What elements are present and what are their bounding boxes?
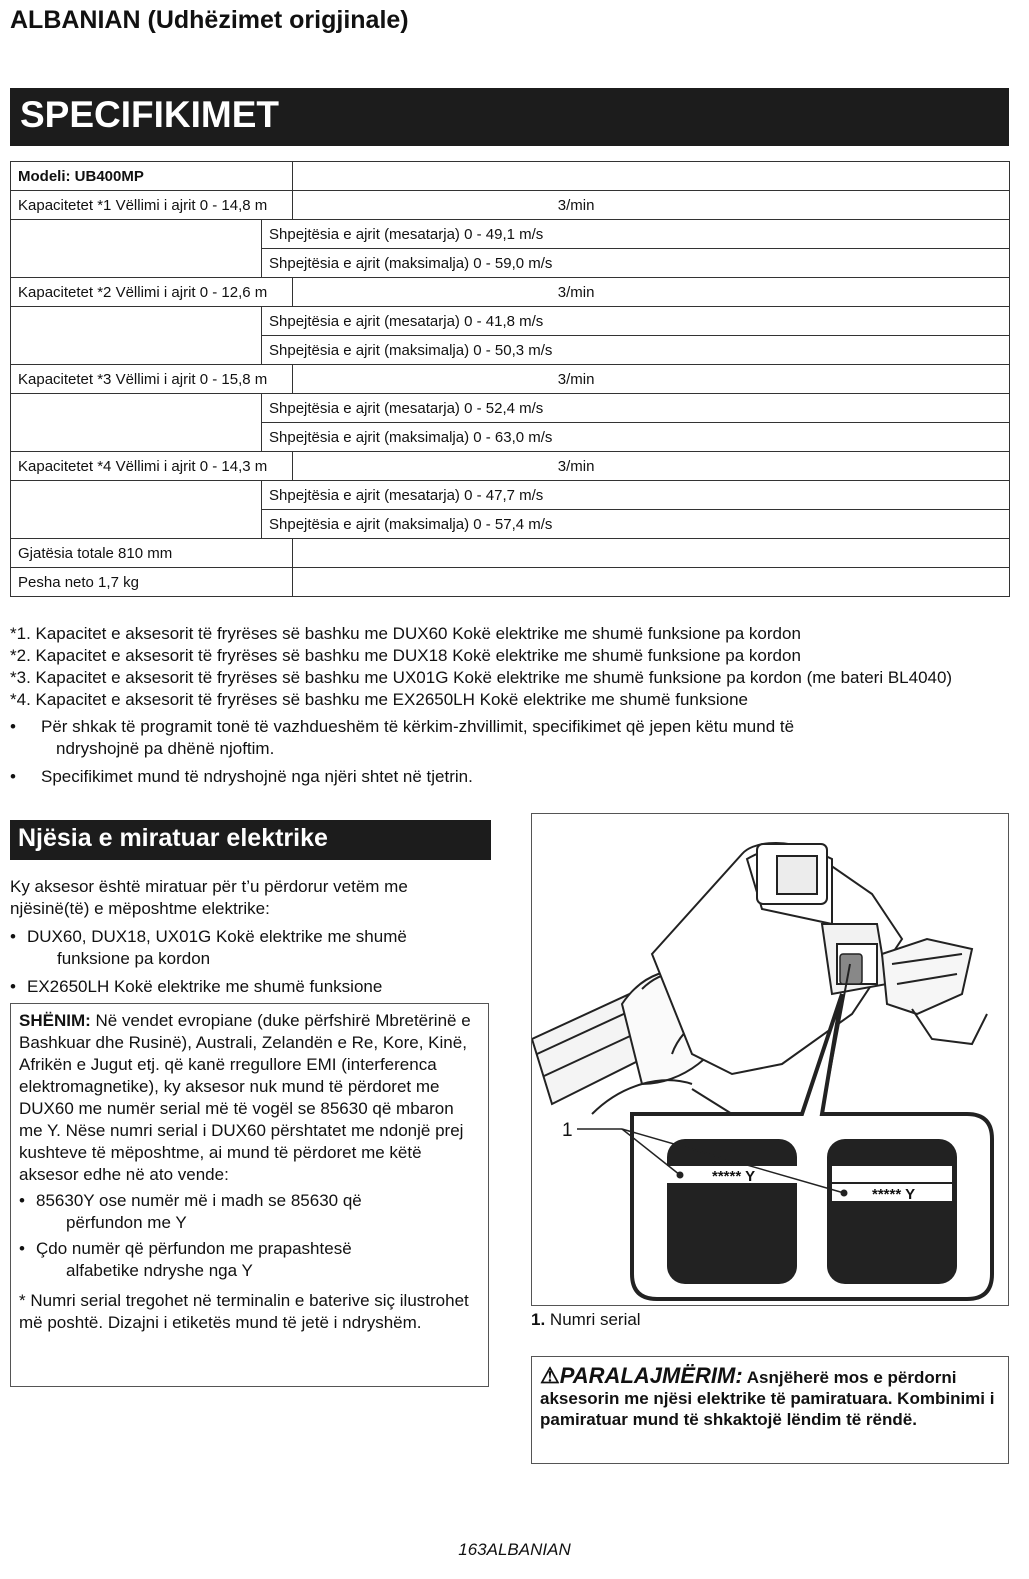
warning-box xyxy=(531,1356,1009,1464)
page-footer: 163ALBANIAN xyxy=(458,1540,571,1559)
table-cell xyxy=(11,336,262,365)
footnote: *4. Kapacitet e aksesorit të fryrëses së bashku me EX2650LH Kokë elektrike me shumë funksione xyxy=(10,690,748,709)
figure-caption xyxy=(531,1310,641,1330)
bullet-text: Për shkak të programit tonë të vazhdueshëm të kërkim-zhvillimit, specifikimet që jepen këtu mund të xyxy=(41,717,795,736)
table-cell xyxy=(11,307,262,336)
table-row xyxy=(11,278,1010,307)
table-row xyxy=(11,336,1010,365)
bullet-symbol: • xyxy=(10,977,16,996)
table-row xyxy=(11,510,1010,539)
table-row xyxy=(11,365,1010,394)
bullet-symbol: • xyxy=(10,927,16,946)
list-item xyxy=(10,766,1015,788)
table-cell: Pesha neto 1,7 kg xyxy=(11,568,293,597)
table-cell xyxy=(292,539,1009,568)
footnote: *1. Kapacitet e aksesorit të fryrëses së bashku me DUX60 Kokë elektrike me shumë funksione pa kordon xyxy=(10,624,801,643)
table-cell: Shpejtësia e ajrit (maksimalja) 0 - 57,4 m/s xyxy=(262,510,1010,539)
bullet-symbol: • xyxy=(19,1239,25,1258)
table-cell: Shpejtësia e ajrit (mesatarja) 0 - 52,4 m/s xyxy=(262,394,1010,423)
item-text: DUX60, DUX18, UX01G Kokë elektrike me shumë xyxy=(27,927,407,946)
list-item xyxy=(10,716,1015,760)
table-cell xyxy=(11,481,262,510)
table-row xyxy=(11,452,1010,481)
footnote: *3. Kapacitet e aksesorit të fryrëses së bashku me UX01G Kokë elektrike me shumë funksione pa kordon (me bateri BL4040) xyxy=(10,668,953,687)
list-item xyxy=(19,1238,480,1282)
list-item xyxy=(10,976,490,998)
warning-title: PARALAJMËRIM: xyxy=(559,1363,743,1388)
table-row xyxy=(11,162,1010,191)
table-cell: Kapacitetet *1 Vëllimi i ajrit 0 - 14,8 m xyxy=(11,191,293,220)
table-cell xyxy=(11,423,262,452)
table-cell: Shpejtësia e ajrit (mesatarja) 0 - 41,8 m/s xyxy=(262,307,1010,336)
table-row xyxy=(11,307,1010,336)
model-cell: Modeli: UB400MP xyxy=(11,162,293,191)
item-text-cont: funksione pa kordon xyxy=(57,949,211,968)
table-row xyxy=(11,220,1010,249)
serial-label-right: ***** Y xyxy=(872,1186,916,1203)
warning-icon: ⚠ xyxy=(540,1363,560,1388)
table-cell: Shpejtësia e ajrit (maksimalja) 0 - 63,0 m/s xyxy=(262,423,1010,452)
table-cell-unit: 3/min xyxy=(292,452,1009,481)
bullet-text-cont: ndryshojnë pa dhënë njoftim. xyxy=(56,739,275,758)
note-label: SHËNIM: xyxy=(19,1011,91,1030)
table-row xyxy=(11,481,1010,510)
list-item xyxy=(10,926,490,970)
table-cell xyxy=(11,510,262,539)
spec-table xyxy=(10,161,1010,597)
note-text: Në vendet evropiane (duke përfshirë Mbretërinë e Bashkuar dhe Rusinë), Australi, Zelandën e Re, Kore, Kinë, Afrikën e Jugut etj. që kanë rregullore EMI (interferenca elektromagnetike), ky aksesor nuk mund të përdoret me DUX60 me numër serial më të vogël se 85630 që mbaron me Y. Nëse numri serial i DUX60 përshtatet me ndonjë prej kushteve të mëposhtme, ai mund të përdoret me këtë aksesor edhe në ato vende: xyxy=(19,1011,471,1184)
table-cell xyxy=(11,220,262,249)
bullet-symbol: • xyxy=(10,717,16,736)
note-paragraph xyxy=(19,1010,480,1186)
tool-illustration xyxy=(532,814,1007,1304)
table-cell xyxy=(11,249,262,278)
spec-heading: SPECIFIKIMET xyxy=(20,94,280,135)
bullet-text: Specifikimet mund të ndryshojnë nga njëri shtet në tjetrin. xyxy=(41,767,473,786)
note-footer: * Numri serial tregohet në terminalin e baterive siç ilustrohet më poshtë. Dizajni i etiketës mund të jetë i ndryshëm. xyxy=(19,1291,469,1332)
warning-text: Asnjëherë mos e përdorni aksesorin me njësi elektrike të pamiratuara. Kombinimi i pamiratuar mund të shkaktojë lëndim të rëndë. xyxy=(540,1368,995,1429)
bullet-symbol: • xyxy=(10,767,16,786)
item-text: Çdo numër që përfundon me prapashtesë xyxy=(36,1239,352,1258)
table-cell: Shpejtësia e ajrit (mesatarja) 0 - 47,7 m/s xyxy=(262,481,1010,510)
table-cell-unit: 3/min xyxy=(292,191,1009,220)
table-row xyxy=(11,191,1010,220)
caption-text: Numri serial xyxy=(545,1310,641,1329)
power-unit-intro xyxy=(10,876,490,998)
item-text: 85630Y ose numër më i madh se 85630 që xyxy=(36,1191,362,1210)
footnote: *2. Kapacitet e aksesorit të fryrëses së bashku me DUX18 Kokë elektrike me shumë funksione pa kordon xyxy=(10,646,801,665)
table-cell: Shpejtësia e ajrit (maksimalja) 0 - 59,0 m/s xyxy=(262,249,1010,278)
table-cell-unit: 3/min xyxy=(292,278,1009,307)
serial-number-figure xyxy=(531,813,1009,1306)
note-box xyxy=(10,1003,489,1387)
intro-text: Ky aksesor është miratuar për t’u përdorur vetëm me njësinë(të) e mëposhtme elektrike: xyxy=(10,877,408,918)
table-cell-unit: 3/min xyxy=(292,365,1009,394)
table-cell xyxy=(11,394,262,423)
caption-number: 1. xyxy=(531,1310,546,1329)
power-unit-heading: Njësia e miratuar elektrike xyxy=(18,824,328,852)
callout-number: 1 xyxy=(562,1120,573,1141)
item-text-cont: përfundon me Y xyxy=(66,1213,187,1232)
serial-label-left: ***** Y xyxy=(712,1168,756,1185)
table-cell: Kapacitetet *4 Vëllimi i ajrit 0 - 14,3 m xyxy=(11,452,293,481)
table-row xyxy=(11,568,1010,597)
spec-notes xyxy=(10,623,1015,788)
language-title: ALBANIAN (Udhëzimet origjinale) xyxy=(10,6,409,34)
table-cell: Shpejtësia e ajrit (mesatarja) 0 - 49,1 m/s xyxy=(262,220,1010,249)
table-row xyxy=(11,539,1010,568)
table-cell: Shpejtësia e ajrit (maksimalja) 0 - 50,3 m/s xyxy=(262,336,1010,365)
item-text-cont: alfabetike ndryshe nga Y xyxy=(66,1261,253,1280)
table-row xyxy=(11,249,1010,278)
list-item xyxy=(19,1190,480,1234)
table-cell: Kapacitetet *2 Vëllimi i ajrit 0 - 12,6 m xyxy=(11,278,293,307)
spec-heading-bar xyxy=(10,88,1009,146)
table-cell: Gjatësia totale 810 mm xyxy=(11,539,293,568)
power-unit-heading-bar xyxy=(10,820,491,860)
table-row xyxy=(11,423,1010,452)
bullet-symbol: • xyxy=(19,1191,25,1210)
table-row xyxy=(11,394,1010,423)
table-cell xyxy=(292,568,1009,597)
item-text: EX2650LH Kokë elektrike me shumë funksione xyxy=(27,977,383,996)
table-cell xyxy=(292,162,1009,191)
table-cell: Kapacitetet *3 Vëllimi i ajrit 0 - 15,8 m xyxy=(11,365,293,394)
